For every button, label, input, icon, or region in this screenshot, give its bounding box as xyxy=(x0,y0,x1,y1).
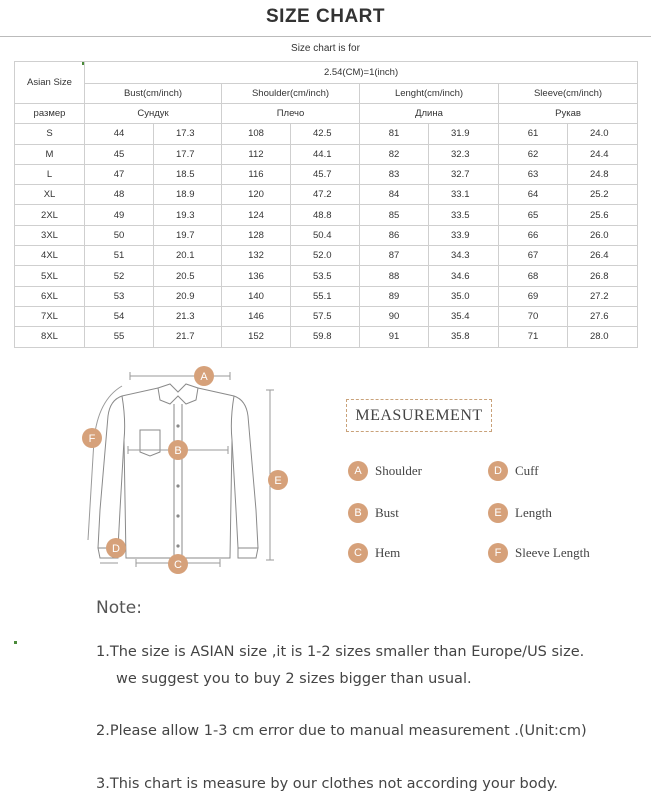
table-cell-bust-in: 20.1 xyxy=(154,246,222,266)
page-title: SIZE CHART xyxy=(266,6,385,27)
table-cell-shoulder-cm: 132 xyxy=(222,246,291,266)
table-cell-shoulder-in: 48.8 xyxy=(291,205,360,225)
table-cell-size: 2XL xyxy=(15,205,85,225)
size-header-ru: размер xyxy=(15,104,85,124)
legend-item-cuff xyxy=(488,461,539,481)
length-header-ru: Длина xyxy=(360,104,499,124)
badge-b-label: B xyxy=(174,445,182,457)
table-cell-shoulder-in: 44.1 xyxy=(291,144,360,164)
table-cell-shoulder-in: 59.8 xyxy=(291,327,360,347)
decorative-mark xyxy=(14,641,17,644)
table-cell-length-cm: 84 xyxy=(360,185,429,205)
table-cell-length-cm: 90 xyxy=(360,306,429,326)
table-row xyxy=(15,164,638,184)
table-cell-shoulder-cm: 124 xyxy=(222,205,291,225)
table-cell-bust-in: 20.9 xyxy=(154,286,222,306)
table-cell-length-cm: 87 xyxy=(360,246,429,266)
table-cell-length-in: 33.5 xyxy=(429,205,499,225)
table-row xyxy=(15,246,638,266)
asian-size-header: Asian Size xyxy=(15,62,85,104)
table-cell-sleeve-cm: 65 xyxy=(499,205,568,225)
table-cell-bust-in: 20.5 xyxy=(154,266,222,286)
table-cell-shoulder-cm: 128 xyxy=(222,225,291,245)
table-cell-bust-cm: 54 xyxy=(85,306,154,326)
table-cell-size: 3XL xyxy=(15,225,85,245)
note-line-1-cont: we suggest you to buy 2 sizes bigger than usual. xyxy=(116,671,472,687)
table-cell-length-cm: 81 xyxy=(360,124,429,144)
legend-item-bust xyxy=(348,503,399,523)
table-cell-bust-cm: 51 xyxy=(85,246,154,266)
table-cell-sleeve-cm: 70 xyxy=(499,306,568,326)
table-cell-length-in: 35.0 xyxy=(429,286,499,306)
measurement-title-box xyxy=(346,399,492,432)
table-cell-size: 7XL xyxy=(15,306,85,326)
table-cell-shoulder-in: 45.7 xyxy=(291,164,360,184)
note-title: Note: xyxy=(96,598,142,618)
table-cell-length-in: 32.3 xyxy=(429,144,499,164)
table-cell-sleeve-cm: 62 xyxy=(499,144,568,164)
table-cell-size: M xyxy=(15,144,85,164)
table-cell-bust-cm: 49 xyxy=(85,205,154,225)
table-cell-size: 8XL xyxy=(15,327,85,347)
legend-label: Sleeve Length xyxy=(515,545,590,560)
table-cell-length-cm: 82 xyxy=(360,144,429,164)
table-cell-length-in: 35.4 xyxy=(429,306,499,326)
table-cell-shoulder-cm: 116 xyxy=(222,164,291,184)
badge-a-label: A xyxy=(200,371,208,383)
table-cell-bust-cm: 47 xyxy=(85,164,154,184)
table-cell-shoulder-in: 55.1 xyxy=(291,286,360,306)
legend-label: Bust xyxy=(375,505,399,520)
shoulder-header-ru: Плечо xyxy=(222,104,360,124)
badge-b: B xyxy=(348,503,368,523)
table-cell-length-in: 33.9 xyxy=(429,225,499,245)
table-cell-bust-cm: 55 xyxy=(85,327,154,347)
legend-item-shoulder xyxy=(348,461,422,481)
table-cell-length-cm: 83 xyxy=(360,164,429,184)
table-cell-bust-cm: 45 xyxy=(85,144,154,164)
table-cell-sleeve-cm: 69 xyxy=(499,286,568,306)
table-cell-sleeve-in: 24.4 xyxy=(568,144,638,164)
table-cell-sleeve-in: 27.6 xyxy=(568,306,638,326)
sleeve-header-ru: Рукав xyxy=(499,104,638,124)
table-cell-size: XL xyxy=(15,185,85,205)
legend-item-sleeve-length xyxy=(488,543,590,563)
table-cell-length-in: 35.8 xyxy=(429,327,499,347)
table-cell-bust-in: 17.3 xyxy=(154,124,222,144)
shirt-diagram xyxy=(70,360,300,580)
table-cell-shoulder-in: 47.2 xyxy=(291,185,360,205)
table-cell-length-in: 34.3 xyxy=(429,246,499,266)
table-row xyxy=(15,327,638,347)
table-cell-sleeve-cm: 64 xyxy=(499,185,568,205)
measurement-title: MEASUREMENT xyxy=(355,406,483,424)
title-divider xyxy=(0,36,651,37)
table-row xyxy=(15,225,638,245)
badge-e: E xyxy=(488,503,508,523)
table-cell-shoulder-in: 57.5 xyxy=(291,306,360,326)
table-cell-sleeve-in: 24.0 xyxy=(568,124,638,144)
table-cell-size: 4XL xyxy=(15,246,85,266)
table-cell-bust-cm: 48 xyxy=(85,185,154,205)
table-cell-sleeve-cm: 61 xyxy=(499,124,568,144)
badge-d-label: D xyxy=(112,543,120,555)
table-cell-bust-in: 18.5 xyxy=(154,164,222,184)
table-cell-shoulder-cm: 112 xyxy=(222,144,291,164)
table-cell-bust-in: 21.3 xyxy=(154,306,222,326)
note-line-1: 1.The size is ASIAN size ,it is 1-2 sizes smaller than Europe/US size. xyxy=(96,644,585,660)
table-cell-shoulder-in: 42.5 xyxy=(291,124,360,144)
table-cell-size: S xyxy=(15,124,85,144)
table-row xyxy=(15,124,638,144)
badge-f: F xyxy=(488,543,508,563)
table-cell-length-in: 31.9 xyxy=(429,124,499,144)
table-cell-sleeve-cm: 63 xyxy=(499,164,568,184)
table-cell-shoulder-cm: 120 xyxy=(222,185,291,205)
legend-label: Length xyxy=(515,505,552,520)
table-row xyxy=(15,185,638,205)
legend-label: Cuff xyxy=(515,463,539,478)
table-cell-shoulder-in: 50.4 xyxy=(291,225,360,245)
table-cell-shoulder-cm: 108 xyxy=(222,124,291,144)
table-cell-sleeve-in: 26.8 xyxy=(568,266,638,286)
table-cell-sleeve-in: 25.6 xyxy=(568,205,638,225)
table-cell-bust-in: 19.7 xyxy=(154,225,222,245)
table-row xyxy=(15,205,638,225)
table-cell-length-cm: 91 xyxy=(360,327,429,347)
table-cell-sleeve-in: 28.0 xyxy=(568,327,638,347)
table-cell-shoulder-cm: 152 xyxy=(222,327,291,347)
table-cell-length-in: 34.6 xyxy=(429,266,499,286)
shoulder-header: Shoulder(cm/inch) xyxy=(222,84,360,104)
badge-f-label: F xyxy=(88,433,96,445)
table-cell-shoulder-in: 53.5 xyxy=(291,266,360,286)
table-cell-shoulder-in: 52.0 xyxy=(291,246,360,266)
table-cell-bust-cm: 50 xyxy=(85,225,154,245)
table-row xyxy=(15,286,638,306)
table-cell-sleeve-cm: 66 xyxy=(499,225,568,245)
badge-c: C xyxy=(348,543,368,563)
badge-d: D xyxy=(488,461,508,481)
table-row xyxy=(15,266,638,286)
table-cell-sleeve-in: 27.2 xyxy=(568,286,638,306)
sleeve-header: Sleeve(cm/inch) xyxy=(499,84,638,104)
table-cell-sleeve-in: 26.0 xyxy=(568,225,638,245)
table-cell-shoulder-cm: 146 xyxy=(222,306,291,326)
legend-label: Hem xyxy=(375,545,401,560)
badge-a: A xyxy=(348,461,368,481)
table-cell-shoulder-cm: 140 xyxy=(222,286,291,306)
measure-lines xyxy=(88,372,274,567)
table-row xyxy=(15,306,638,326)
table-cell-size: L xyxy=(15,164,85,184)
table-cell-length-in: 32.7 xyxy=(429,164,499,184)
table-cell-sleeve-cm: 67 xyxy=(499,246,568,266)
legend-label: Shoulder xyxy=(375,463,422,478)
table-cell-bust-in: 17.7 xyxy=(154,144,222,164)
note-line-3: 3.This chart is measure by our clothes not according your body. xyxy=(96,776,558,792)
shirt-outline xyxy=(98,384,258,558)
table-cell-sleeve-in: 26.4 xyxy=(568,246,638,266)
conversion-header: 2.54(CM)=1(inch) xyxy=(85,62,638,84)
size-table xyxy=(14,61,638,348)
table-cell-bust-in: 21.7 xyxy=(154,327,222,347)
table-cell-length-cm: 86 xyxy=(360,225,429,245)
note-line-2: 2.Please allow 1-3 cm error due to manual measurement .(Unit:cm) xyxy=(96,723,587,739)
table-cell-length-in: 33.1 xyxy=(429,185,499,205)
table-cell-bust-in: 18.9 xyxy=(154,185,222,205)
table-cell-size: 5XL xyxy=(15,266,85,286)
table-cell-bust-cm: 52 xyxy=(85,266,154,286)
badge-e-label: E xyxy=(274,475,282,487)
table-cell-sleeve-in: 24.8 xyxy=(568,164,638,184)
table-row xyxy=(15,144,638,164)
table-cell-size: 6XL xyxy=(15,286,85,306)
table-cell-length-cm: 88 xyxy=(360,266,429,286)
table-cell-sleeve-cm: 71 xyxy=(499,327,568,347)
bust-header: Bust(cm/inch) xyxy=(85,84,222,104)
table-cell-length-cm: 85 xyxy=(360,205,429,225)
bust-header-ru: Сундук xyxy=(85,104,222,124)
chart-subtitle: Size chart is for xyxy=(291,43,360,54)
table-cell-bust-in: 19.3 xyxy=(154,205,222,225)
length-header: Lenght(cm/inch) xyxy=(360,84,499,104)
table-cell-shoulder-cm: 136 xyxy=(222,266,291,286)
table-cell-sleeve-in: 25.2 xyxy=(568,185,638,205)
table-cell-sleeve-cm: 68 xyxy=(499,266,568,286)
diagram-badges xyxy=(82,366,288,574)
table-cell-bust-cm: 44 xyxy=(85,124,154,144)
table-cell-length-cm: 89 xyxy=(360,286,429,306)
legend-item-length xyxy=(488,503,552,523)
badge-c-label: C xyxy=(174,559,182,571)
table-cell-bust-cm: 53 xyxy=(85,286,154,306)
legend-item-hem xyxy=(348,543,400,563)
